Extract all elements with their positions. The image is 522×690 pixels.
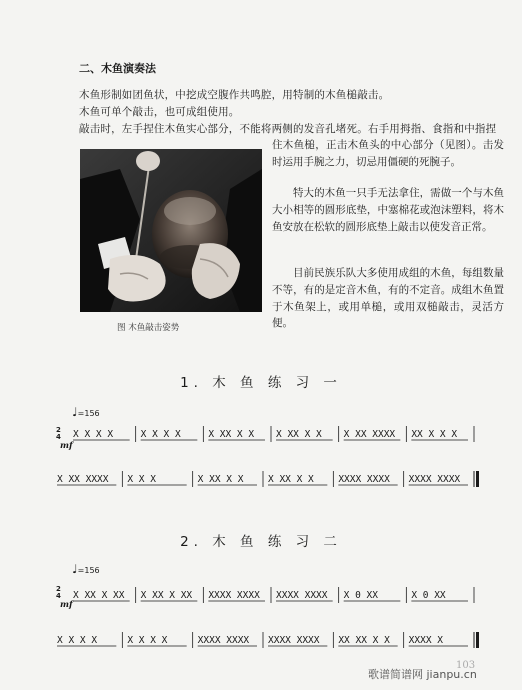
- measure-1-5: X XX XXXX: [343, 429, 396, 440]
- paragraph-intro: 木鱼形制如团鱼状，中挖成空腹作共鸣腔，用特制的木鱼槌敲击。: [79, 89, 390, 101]
- exercise-1-dynamic: mf: [60, 441, 73, 451]
- measure-1-3: X XX X X: [208, 429, 255, 440]
- measure-1-2: X X X X: [140, 429, 181, 440]
- exercise-1-tempo-value: =156: [77, 409, 100, 418]
- measure-1-1: X X X X: [73, 429, 114, 440]
- measure-1-4: X XX X X: [276, 429, 322, 440]
- measure-3-1: X XX X XX: [73, 590, 125, 601]
- measure-4-2: X X X X: [127, 635, 168, 646]
- site-name: 歌谱简谱网: [368, 668, 423, 681]
- time-sig-top: 2: [56, 585, 61, 593]
- exercise-2-dynamic: mf: [60, 600, 73, 610]
- measure-3-3: XXXX XXXX: [208, 590, 260, 601]
- section-title: 二、木鱼演奏法: [79, 62, 156, 75]
- measure-4-3: XXXX XXXX: [197, 635, 250, 646]
- paragraph-technique: 敲击时，左手捏住木鱼实心部分，不能将两侧的发音孔堵死。右手用拇指、食指和中指捏: [79, 123, 497, 135]
- measure-3-2: X XX X XX: [140, 590, 193, 601]
- measure-3-6: X 0 XX: [411, 590, 446, 601]
- time-sig-bottom: 4: [56, 433, 61, 441]
- exercise-1-title: 1. 木 鱼 练 习 一: [180, 375, 342, 391]
- measure-2-3: X XX X X: [197, 474, 244, 485]
- measure-2-4: X XX X X: [268, 474, 314, 485]
- exercise-2-tempo-value: =156: [77, 566, 100, 575]
- measure-3-5: X 0 XX: [343, 590, 378, 601]
- site-url: jianpu.cn: [426, 668, 477, 681]
- page-number: 103: [456, 660, 476, 671]
- paragraph-grouped-woodfish: 目前民族乐队大多使用成组的木鱼，每组数量不等，有的是定音木鱼，有的不定音。成组木鱼置于木鱼架上，或用单槌，或用双槌敲击，灵活方便。: [272, 267, 504, 330]
- final-barline: [476, 471, 479, 487]
- measure-4-5: XX XX X X: [338, 635, 390, 646]
- measure-4-1: X X X X: [57, 635, 98, 646]
- measure-2-2: X X X: [127, 474, 156, 485]
- time-sig-top: 2: [56, 426, 61, 434]
- measure-2-5: XXXX XXXX: [338, 474, 390, 485]
- final-barline: [476, 632, 479, 648]
- measure-3-4: XXXX XXXX: [276, 590, 328, 601]
- measure-4-4: XXXX XXXX: [268, 635, 320, 646]
- paragraph-large-woodfish: 特大的木鱼一只手无法拿住，需做一个与木鱼大小相等的圆形底垫，中塞棉花或泡沫塑料，将木鱼安放在松软的圆形底垫上敲击以使发音正常。: [272, 187, 504, 233]
- exercise-2-title: 2. 木 鱼 练 习 二: [180, 534, 342, 550]
- site-watermark: [368, 666, 477, 682]
- time-sig-bottom: 4: [56, 592, 61, 600]
- measure-2-1: X XX XXXX: [57, 474, 109, 485]
- measure-2-6: XXXX XXXX: [408, 474, 461, 485]
- figure-caption: 图 木鱼敲击姿势: [117, 323, 180, 333]
- paragraph-usage: 木鱼可单个敲击，也可成组使用。: [79, 106, 240, 118]
- quarter-note-icon: ♩: [72, 405, 78, 419]
- quarter-note-icon: ♩: [72, 562, 78, 576]
- measure-1-6: XX X X X: [411, 429, 458, 440]
- measure-4-6: XXXX X: [408, 635, 443, 646]
- paragraph-technique-continued: 住木鱼槌，正击木鱼头的中心部分（见图）。击发时运用手腕之力，切忌用僵硬的死腕子。: [272, 139, 504, 168]
